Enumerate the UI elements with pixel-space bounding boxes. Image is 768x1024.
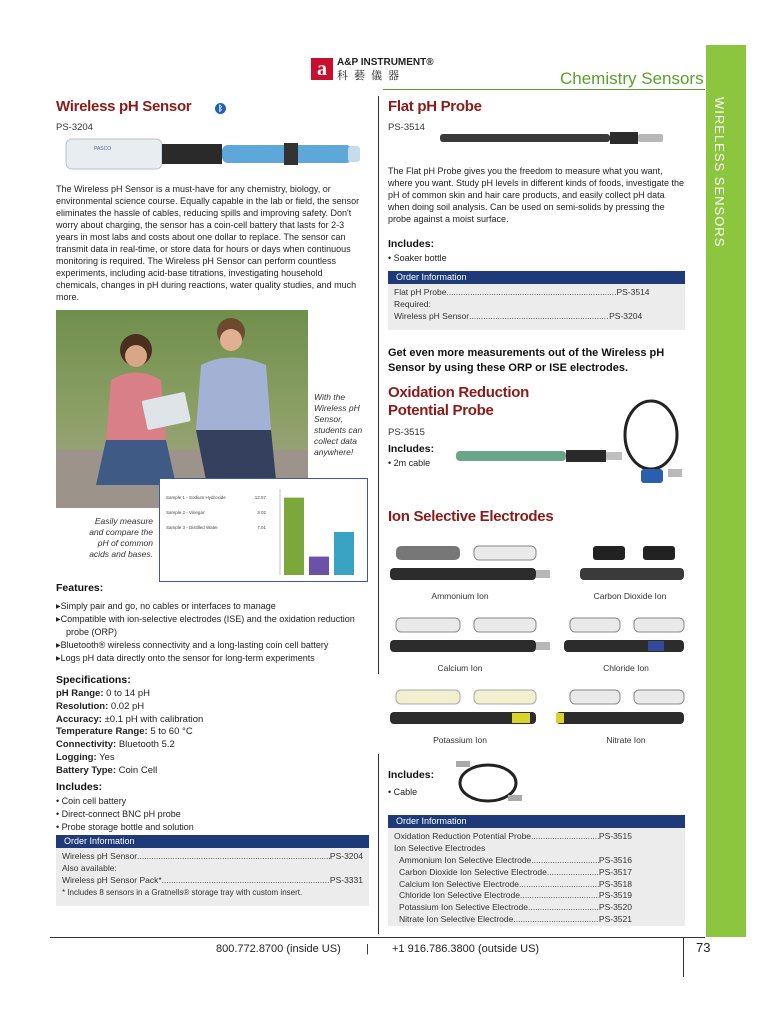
order-line: Ion Selective Electrodes (394, 842, 486, 853)
ise-label-ammonium: Ammonium Ion (431, 591, 489, 601)
orp-probe-image (446, 395, 686, 495)
wireless-ph-description: The Wireless pH Sensor is a must-have for any chemistry, biology, or environmental science course. Equally capable in the lab or field, the sensor eliminates the hassle of cables, reducing spills and improving safety. Don't worry about charging, the sensor has a coin-cell battery that lasts for 2-3 years in most labs and costs about one dollar to replace. The sensor can transmit data in real-time, or store data for hours or days when continuous monitoring is required. The Wireless pH Sensor can perform countless experiments, including acid-base titrations, investigating household chemicals, changes in pH during reactions, water quality studies, and much more. (56, 184, 360, 303)
flat-ph-title: Flat pH Probe (388, 98, 482, 115)
wireless-order-bar: Order Information (56, 835, 369, 848)
caption-students: With the Wireless pH Sensor, students can collect data anywhere! (314, 392, 363, 458)
order-line: Wireless pH Sensor ..... PS-3204 (62, 851, 363, 863)
list-item: • 2m cable (388, 457, 430, 470)
phone-intl: +1 916.786.3800 (outside US) (392, 943, 540, 955)
order-line: Wireless pH Sensor ..... PS-3204 (394, 311, 679, 323)
promo-text: Get even more measurements out of the Wireless pH Sensor by using these ORP or ISE electrodes. (388, 347, 665, 374)
brand-name-zh: 科藝儀器 (337, 70, 405, 82)
list-item: ▶ Simply pair and go, no cables or interfaces to manage (56, 600, 374, 613)
spec-item: Accuracy: ±0.1 pH with calibration (56, 713, 204, 725)
column-divider-lower (378, 754, 379, 934)
features-list (56, 600, 374, 665)
flat-order-bar: Order Information (388, 271, 685, 284)
chart-bar (309, 557, 329, 575)
list-item: ▶ Compatible with ion-selective electrodes (ISE) and the oxidation reduction probe (ORP) (56, 613, 374, 639)
cable-image (452, 757, 526, 807)
electrode-ammonium (390, 546, 550, 580)
flat-ph-probe-image (440, 127, 665, 149)
ise-electrodes-image (388, 540, 688, 740)
caption-compare: Easily measure and compare the pH of common acids and bases. (89, 516, 153, 560)
list-item: • Soaker bottle (388, 252, 447, 265)
features-heading: Features: (56, 582, 104, 594)
spec-item: Battery Type: Coin Cell (56, 764, 158, 776)
ise-label-calcium: Calcium Ion (437, 663, 483, 673)
brand-name-en: A&P INSTRUMENT® (337, 57, 434, 68)
orp-title: Oxidation Reduction Potential Probe (388, 384, 529, 419)
wireless-ph-sensor-image (64, 135, 364, 175)
flat-includes-list (388, 252, 447, 265)
electrode-potassium (390, 690, 536, 724)
ise-includes-heading: Includes: (388, 769, 435, 781)
spec-item: Resolution: 0.02 pH (56, 700, 145, 712)
spec-item: Logging: Yes (56, 752, 115, 764)
brand-logo: a (311, 58, 333, 80)
footer-separator: | (366, 943, 369, 955)
software-screenshot (159, 478, 368, 582)
orp-code: PS-3515 (388, 427, 425, 438)
spec-item: Connectivity: Bluetooth 5.2 (56, 739, 175, 751)
wireless-order-box (56, 848, 369, 906)
sample-row: Sample 1 - Sodium Hydroxide 12.57 (166, 495, 266, 500)
electrode-carbon-dioxide (580, 546, 684, 580)
bluetooth-icon: ᛒ (215, 103, 226, 114)
list-item: • Direct-connect BNC pH probe (56, 808, 194, 821)
flat-includes-heading: Includes: (388, 238, 435, 250)
chart-bar (284, 498, 304, 575)
electrode-chloride (564, 618, 684, 652)
list-item: • Cable (388, 786, 417, 799)
flat-ph-description: The Flat pH Probe gives you the freedom to measure what you want, where you want. Study pH levels in different kinds of foods, investigate the pH of common skin and hair care products, and easily collect pH data when doing soil analysis. Can be used on semi-solids by pressing the probe against a moist surface. (388, 166, 685, 225)
wireless-includes-heading: Includes: (56, 781, 103, 793)
order-line: Ammonium Ion Selective Electrode ..... PS-3516 (394, 855, 632, 867)
order-line: Required: (394, 298, 431, 309)
svg-text:PASCO: PASCO (94, 146, 112, 152)
order-line: Wireless pH Sensor Pack* ..... PS-3331 (62, 875, 363, 887)
ph-bar-chart (278, 485, 358, 577)
order-line: Chloride Ion Selective Electrode ..... PS-3519 (394, 890, 632, 902)
order-note: * Includes 8 sensors in a Gratnells® storage tray with custom insert. (62, 887, 303, 897)
order-line: Flat pH Probe ..... PS-3514 (394, 287, 679, 299)
ise-label-potassium: Potassium Ion (433, 735, 487, 745)
ise-includes-list (388, 786, 417, 799)
flat-order-box (388, 284, 685, 330)
footer-rule (50, 937, 705, 938)
order-line: Potassium Ion Selective Electrode ..... PS-3520 (394, 902, 632, 914)
wireless-ph-code: PS-3204 (56, 122, 93, 133)
side-tab-label: WIRELESS SENSORS (711, 97, 727, 248)
section-title: Chemistry Sensors (560, 69, 704, 88)
electrode-nitrate (556, 690, 684, 724)
order-line: Nitrate Ion Selective Electrode ..... PS-3521 (394, 914, 632, 926)
electrode-calcium (390, 618, 550, 652)
flat-ph-code: PS-3514 (388, 122, 425, 133)
orp-includes-heading: Includes: (388, 443, 435, 455)
specs-heading: Specifications: (56, 674, 131, 686)
order-line: Oxidation Reduction Potential Probe ..... PS-3515 (394, 831, 632, 843)
list-item: • Probe storage bottle and solution (56, 821, 194, 834)
order-line: Also available: (62, 862, 117, 873)
ise-order-box (388, 828, 685, 926)
ise-label-chloride: Chloride Ion (603, 663, 649, 673)
spec-item: pH Range: 0 to 14 pH (56, 688, 150, 699)
side-tab (706, 45, 746, 937)
ise-order-bar: Order Information (388, 815, 685, 828)
ise-label-carbon-dioxide: Carbon Dioxide Ion (593, 591, 667, 601)
page-number: 73 (696, 940, 711, 955)
list-item: ▶ Logs pH data directly onto the sensor for long-term experiments (56, 652, 374, 665)
sample-row: Sample 3 - Distilled Water 7.01 (166, 524, 266, 530)
wireless-includes-list (56, 795, 194, 834)
order-line: Carbon Dioxide Ion Selective Electrode ..... PS-3517 (394, 867, 632, 879)
list-item: ▶ Bluetooth® wireless connectivity and a long-lasting coin cell battery (56, 639, 374, 652)
header-rule (383, 89, 705, 90)
chart-bar (334, 532, 354, 575)
order-line: Calcium Ion Selective Electrode ..... PS-3518 (394, 879, 632, 891)
ise-title: Ion Selective Electrodes (388, 508, 554, 525)
orp-includes-list (388, 457, 430, 470)
wireless-ph-title: Wireless pH Sensor (56, 98, 192, 115)
list-item: • Coin cell battery (56, 795, 194, 808)
sample-table (166, 495, 266, 531)
spec-item: Temperature Range: 5 to 60 °C (56, 726, 193, 738)
footer-divider (683, 937, 684, 977)
ise-label-nitrate: Nitrate Ion (606, 735, 646, 745)
sample-row: Sample 2 - Vinegar 3.02 (166, 509, 266, 515)
specs-list (56, 688, 356, 778)
phone-us: 800.772.8700 (inside US) (216, 943, 341, 955)
column-divider (378, 96, 379, 674)
